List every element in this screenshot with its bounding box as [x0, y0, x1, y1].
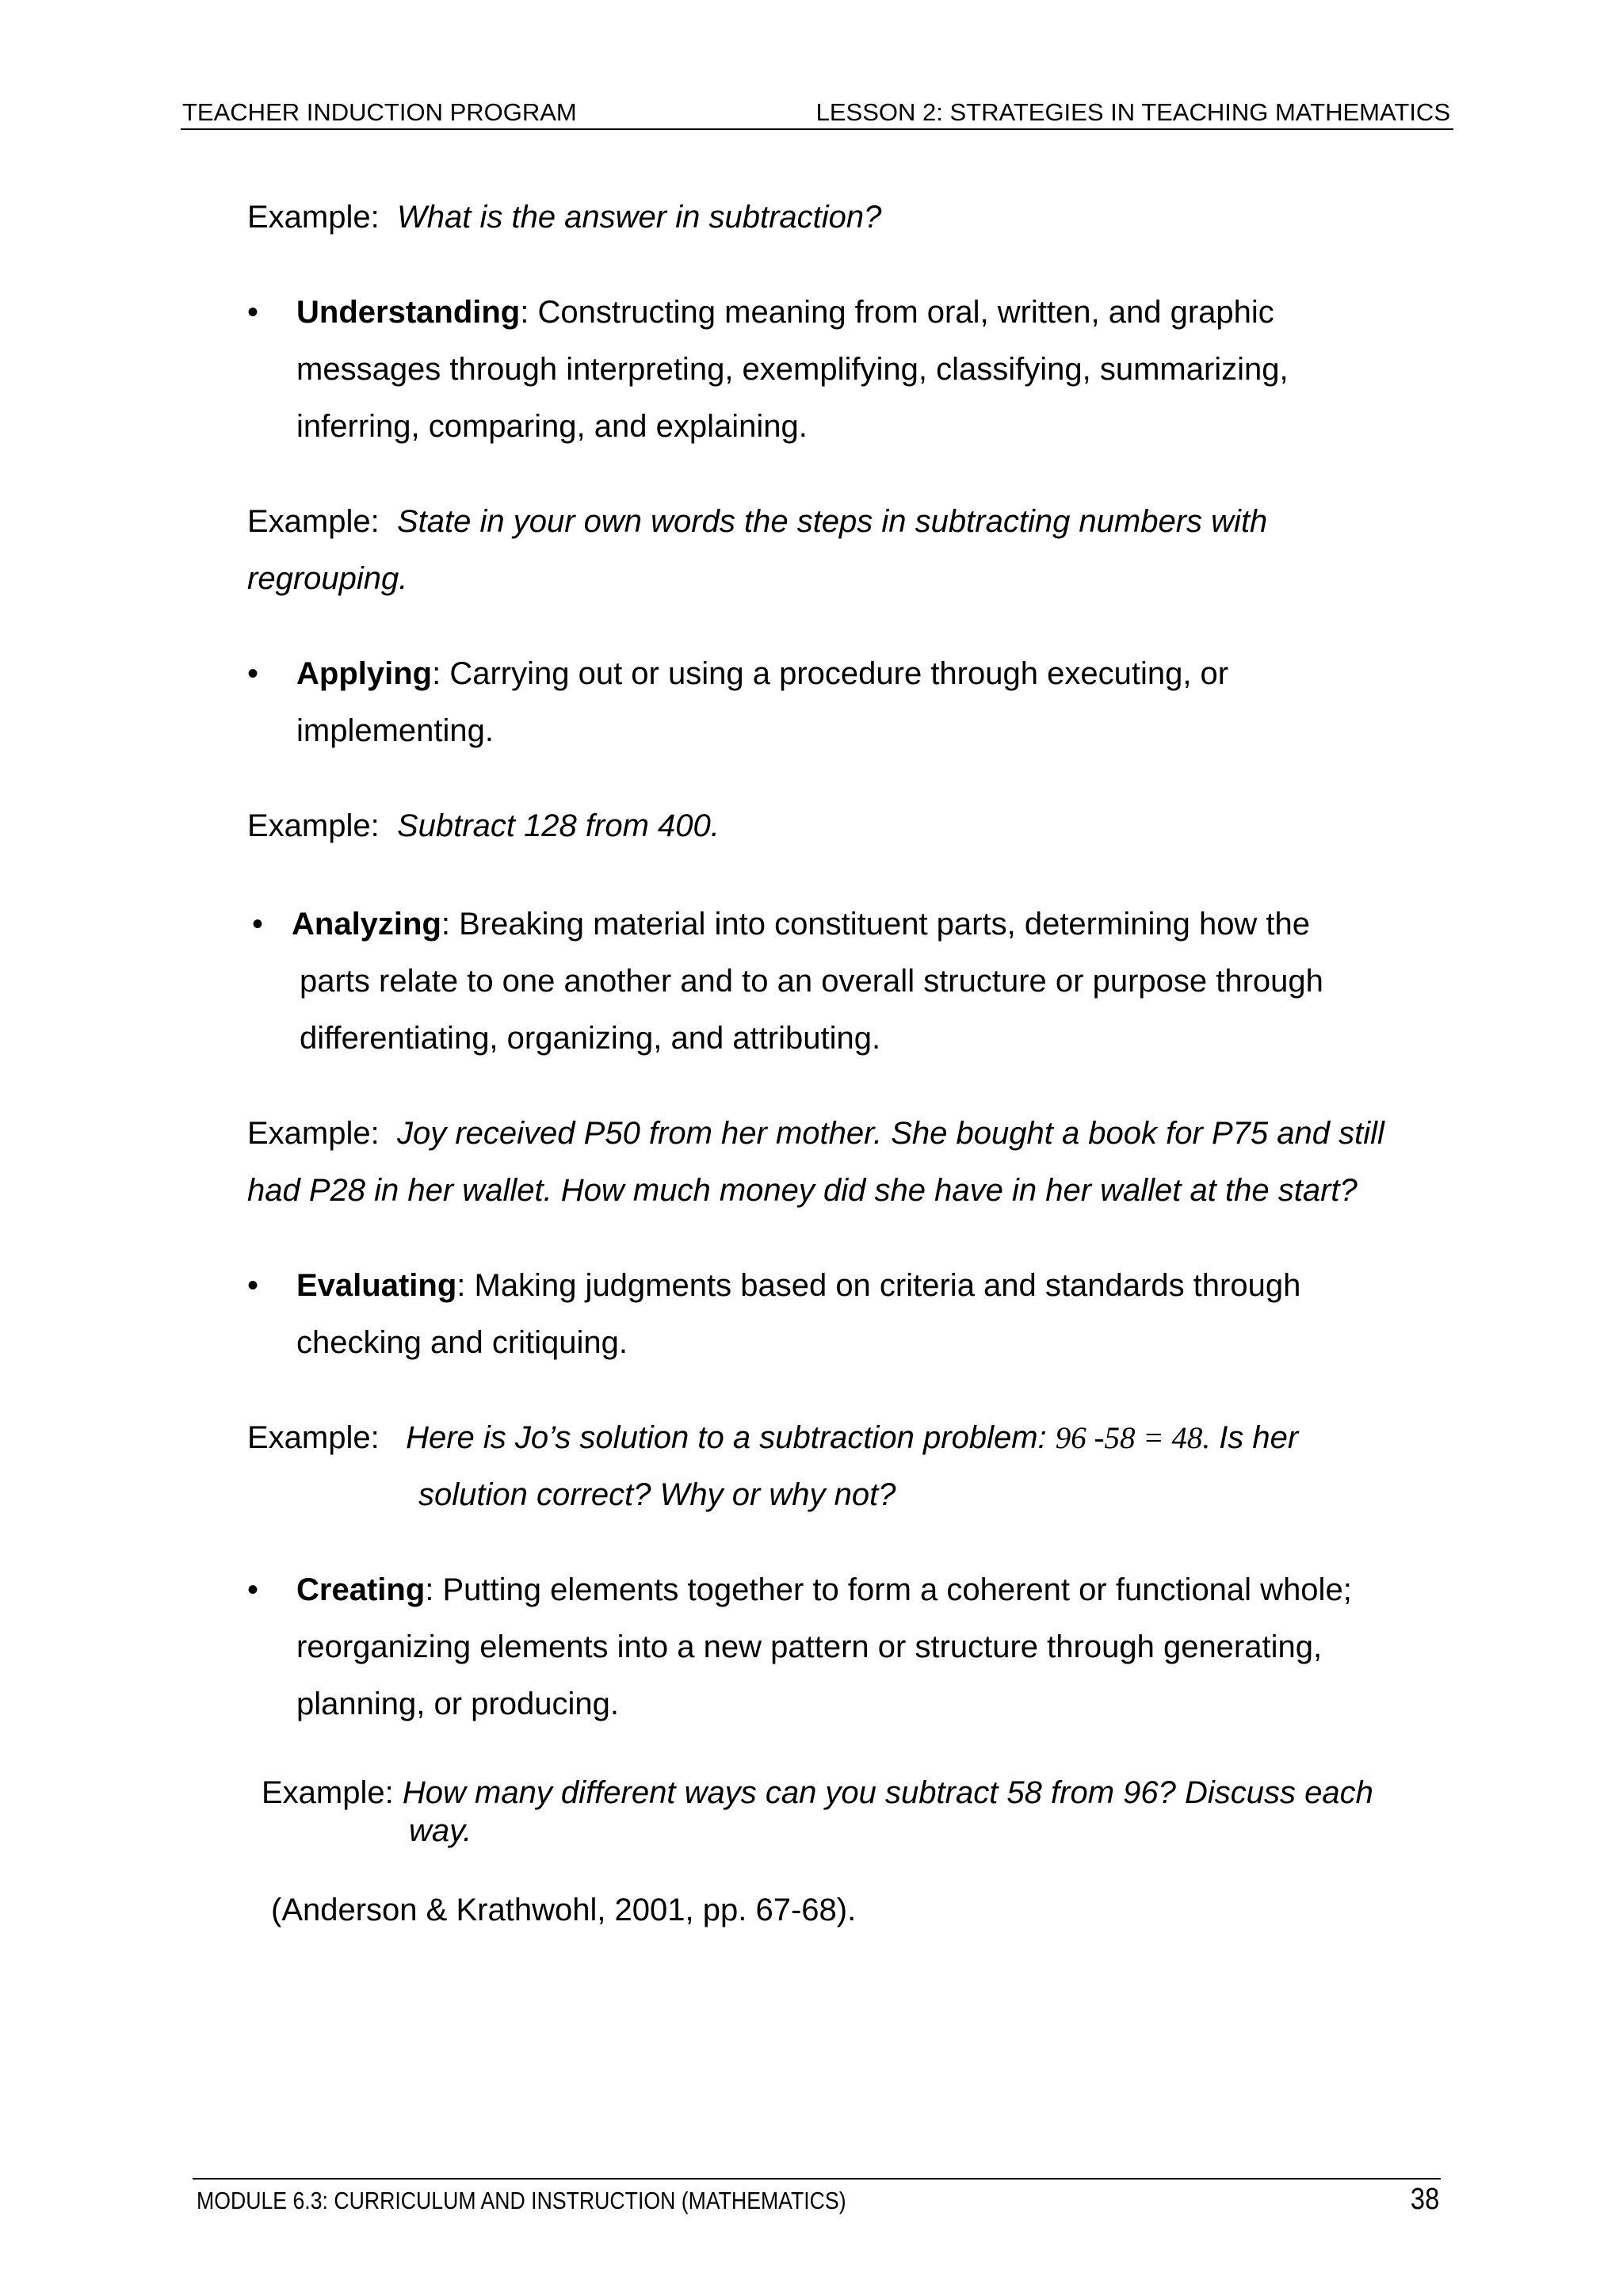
- citation: (Anderson & Krathwohl, 2001, pp. 67-68).: [271, 1893, 857, 1927]
- example-label: Example:: [247, 200, 380, 235]
- header-rule: [181, 128, 1453, 130]
- level-applying-line-2: implementing.: [296, 713, 495, 748]
- level-description: : Breaking material into constituent parts, determining how the: [441, 907, 1311, 942]
- footer-module-title: MODULE 6.3: CURRICULUM AND INSTRUCTION (MATHEMATICS): [197, 2187, 846, 2214]
- level-creating-line-1: [296, 1561, 1352, 1618]
- example-creating-line-2: way.: [409, 1813, 472, 1848]
- example-label: Example:: [247, 808, 380, 843]
- example-remember: [247, 189, 881, 246]
- level-analyzing-line-3: differentiating, organizing, and attributing.: [300, 1021, 881, 1056]
- level-description: : Carrying out or using a procedure through executing, or: [432, 656, 1229, 691]
- example-creating-line-1: [262, 1774, 1373, 1812]
- level-term: Applying: [296, 656, 433, 691]
- example-label: Example:: [262, 1775, 394, 1810]
- level-analyzing-line-1: [292, 896, 1310, 953]
- example-text-tail: Is her: [1210, 1420, 1299, 1455]
- example-text: Subtract 128 from 400.: [396, 808, 720, 843]
- example-text: How many different ways can you subtract 58 from 96? Discuss each: [402, 1775, 1373, 1810]
- level-description: : Putting elements together to form a coherent or functional whole;: [425, 1572, 1352, 1607]
- level-evaluating-line-1: [296, 1257, 1300, 1314]
- level-term: Understanding: [296, 295, 521, 330]
- example-evaluating-line-2: solution correct? Why or why not?: [418, 1477, 896, 1512]
- level-creating-line-2: reorganizing elements into a new pattern or structure through generating,: [296, 1629, 1323, 1664]
- bullet-icon: •: [252, 907, 264, 942]
- bullet-icon: •: [247, 1268, 259, 1303]
- example-label: Example:: [247, 1420, 380, 1455]
- example-label: Example:: [247, 504, 380, 539]
- level-description: : Making judgments based on criteria and standards through: [456, 1268, 1301, 1303]
- example-understanding-line-1: [247, 493, 1267, 550]
- level-term: Evaluating: [296, 1268, 457, 1303]
- level-understanding-line-3: inferring, comparing, and explaining.: [296, 409, 808, 444]
- level-term: Analyzing: [292, 907, 441, 942]
- level-analyzing-line-2: parts relate to one another and to an overall structure or purpose through: [300, 964, 1323, 999]
- bullet-icon: •: [247, 1572, 259, 1607]
- example-text: Here is Jo’s solution to a subtraction problem:: [406, 1420, 1056, 1455]
- example-text: What is the answer in subtraction?: [396, 200, 882, 235]
- bullet-icon: •: [247, 295, 259, 330]
- running-header-right: LESSON 2: STRATEGIES IN TEACHING MATHEMATICS: [815, 98, 1450, 126]
- footer-rule: [193, 2178, 1441, 2179]
- example-label: Example:: [247, 1116, 380, 1151]
- bullet-icon: •: [247, 656, 259, 691]
- level-creating-line-3: planning, or producing.: [296, 1687, 619, 1721]
- example-evaluating-line-1: [247, 1409, 1298, 1467]
- example-applying: [247, 797, 720, 854]
- running-header-left: TEACHER INDUCTION PROGRAM: [182, 98, 577, 126]
- level-term: Creating: [296, 1572, 426, 1607]
- example-text: State in your own words the steps in subtracting numbers with: [396, 504, 1268, 539]
- example-analyzing-line-1: [247, 1105, 1384, 1162]
- example-understanding-line-2: regrouping.: [247, 561, 408, 596]
- example-equation: 96 -58 = 48.: [1055, 1421, 1211, 1455]
- example-text: Joy received P50 from her mother. She bought a book for P75 and still: [396, 1116, 1384, 1151]
- level-applying-line-1: [296, 645, 1228, 702]
- level-evaluating-line-2: checking and critiquing.: [296, 1325, 628, 1360]
- level-description: : Constructing meaning from oral, written, and graphic: [520, 295, 1274, 330]
- level-understanding-line-2: messages through interpreting, exemplifying, classifying, summarizing,: [296, 352, 1289, 387]
- page-number: 38: [1410, 2183, 1439, 2216]
- example-analyzing-line-2: had P28 in her wallet. How much money did she have in her wallet at the start?: [247, 1173, 1358, 1208]
- level-understanding-line-1: [296, 284, 1274, 341]
